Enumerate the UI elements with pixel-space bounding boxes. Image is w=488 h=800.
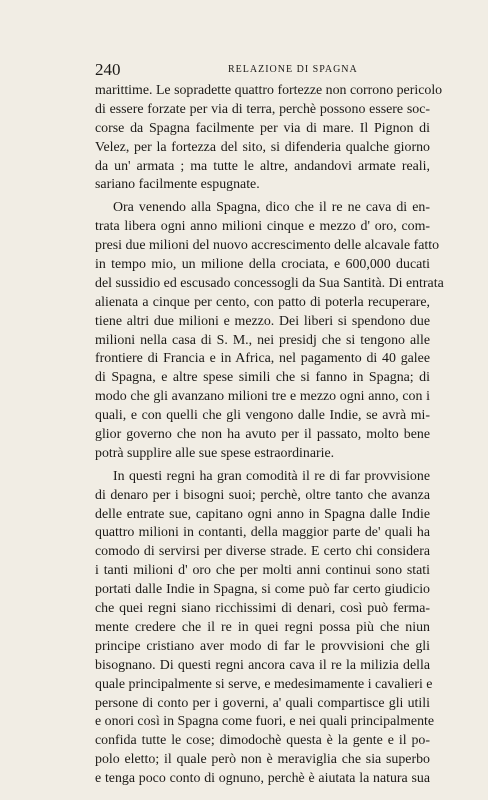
text-line: modo che gli avanzano milioni tre e mezzo ogni anno, con i	[95, 389, 430, 405]
text-line: principe cristiano aver modo di far le provvisioni che gli	[95, 638, 430, 654]
text-line: comodo di servirsi per diverse strade. E certo chi considera	[95, 544, 430, 560]
paragraph-first-line: In questi regni ha gran comodità il re di far provvisione	[113, 468, 430, 484]
text-line: presi due milioni del nuovo accrescimento delle alcavale fatto	[95, 238, 440, 254]
text-line: che quei regni siano ricchissimi di denari, così può ferma-	[95, 601, 430, 617]
text-line: da un' armata ; ma tutte le altre, andandovi armate reali,	[95, 158, 430, 174]
body-text	[95, 82, 444, 789]
text-line: quattro milioni in contanti, della maggior parte de' quali ha	[95, 525, 430, 541]
text-line: in tempo mio, un milione della crociata, e 600,000 ducati	[95, 257, 430, 273]
text-line: marittime. Le sopradette quattro fortezze non corrono pericolo	[95, 83, 443, 98]
text-line: e tenga poco conto di ognuno, perchè è aiutata la natura sua	[95, 771, 430, 787]
text-line: del sussidio ed escusado concessogli da Sua Santità. Di entrata	[95, 275, 444, 291]
text-line: frontiere di Francia e in Africa, nel pagamento di 40 galee	[95, 351, 430, 367]
text-line: delle entrate sue, capitano ogni anno in Spagna dalle Indie	[95, 506, 430, 522]
text-line: trata libera ogni anno milioni cinque e mezzo d' oro, com-	[95, 219, 430, 235]
text-line: quali, e con quelli che gli vengono dalle Indie, se avrà mi-	[95, 408, 430, 424]
text-line: bisognano. Di questi regni ancora cava il re la milizia della	[95, 657, 430, 673]
text-line: quale principalmente si serve, e medesimamente i cavalieri e	[95, 676, 433, 692]
running-title: RELAZIONE DI SPAGNA	[228, 64, 358, 75]
text-line: di Spagna, e altre spese simili che si fanno in Spagna; di	[95, 370, 430, 386]
page-number: 240	[95, 60, 121, 79]
text-line: potrà supplire alle sue spese estraordinarie.	[95, 445, 335, 461]
text-line: i tanti milioni d' oro che per molti anni continui sono stati	[95, 563, 430, 579]
paragraph-first-line: Ora venendo alla Spagna, dico che il re ne cava di en-	[113, 200, 430, 216]
page-header	[95, 60, 430, 82]
text-line: corse da Spagna facilmente per via di mare. Il Pignon di	[95, 120, 430, 136]
text-line: polo eletto; il quale però non è meraviglia che sia superbo	[95, 752, 430, 768]
text-line: tiene altri due milioni e mezzo. Dei liberi si spendono due	[95, 313, 430, 329]
text-line: e onori così in Spagna come fuori, e nei quali principalmente	[95, 714, 435, 730]
text-line: mente credere che il re in quei regni possa più che niun	[95, 619, 430, 635]
text-line: portati dalle Indie in Spagna, si come può far certo giudicio	[95, 582, 430, 598]
text-line: alienata a cinque per cento, con patto di poterla recuperare,	[95, 294, 430, 310]
text-line: di denaro per i bisogni suoi; perchè, oltre tanto che avanza	[95, 487, 430, 503]
text-line: confida tutte le cose; dimodochè questa è la gente e il po-	[95, 733, 430, 749]
text-line: persone di conto per i governi, a' quali compartisce gli utili	[95, 695, 430, 711]
text-line: milioni nella casa di S. M., nei presidj che si tengono alle	[95, 332, 430, 348]
text-line: glior governo che non ha avuto per il passato, molto bene	[95, 427, 430, 443]
text-line: sariano facilmente espugnate.	[95, 177, 260, 193]
text-line: di essere forzate per via di terra, perchè possono essere soc-	[95, 101, 430, 117]
text-line: Velez, per la fortezza del sito, si difenderia qualche giorno	[95, 139, 430, 155]
